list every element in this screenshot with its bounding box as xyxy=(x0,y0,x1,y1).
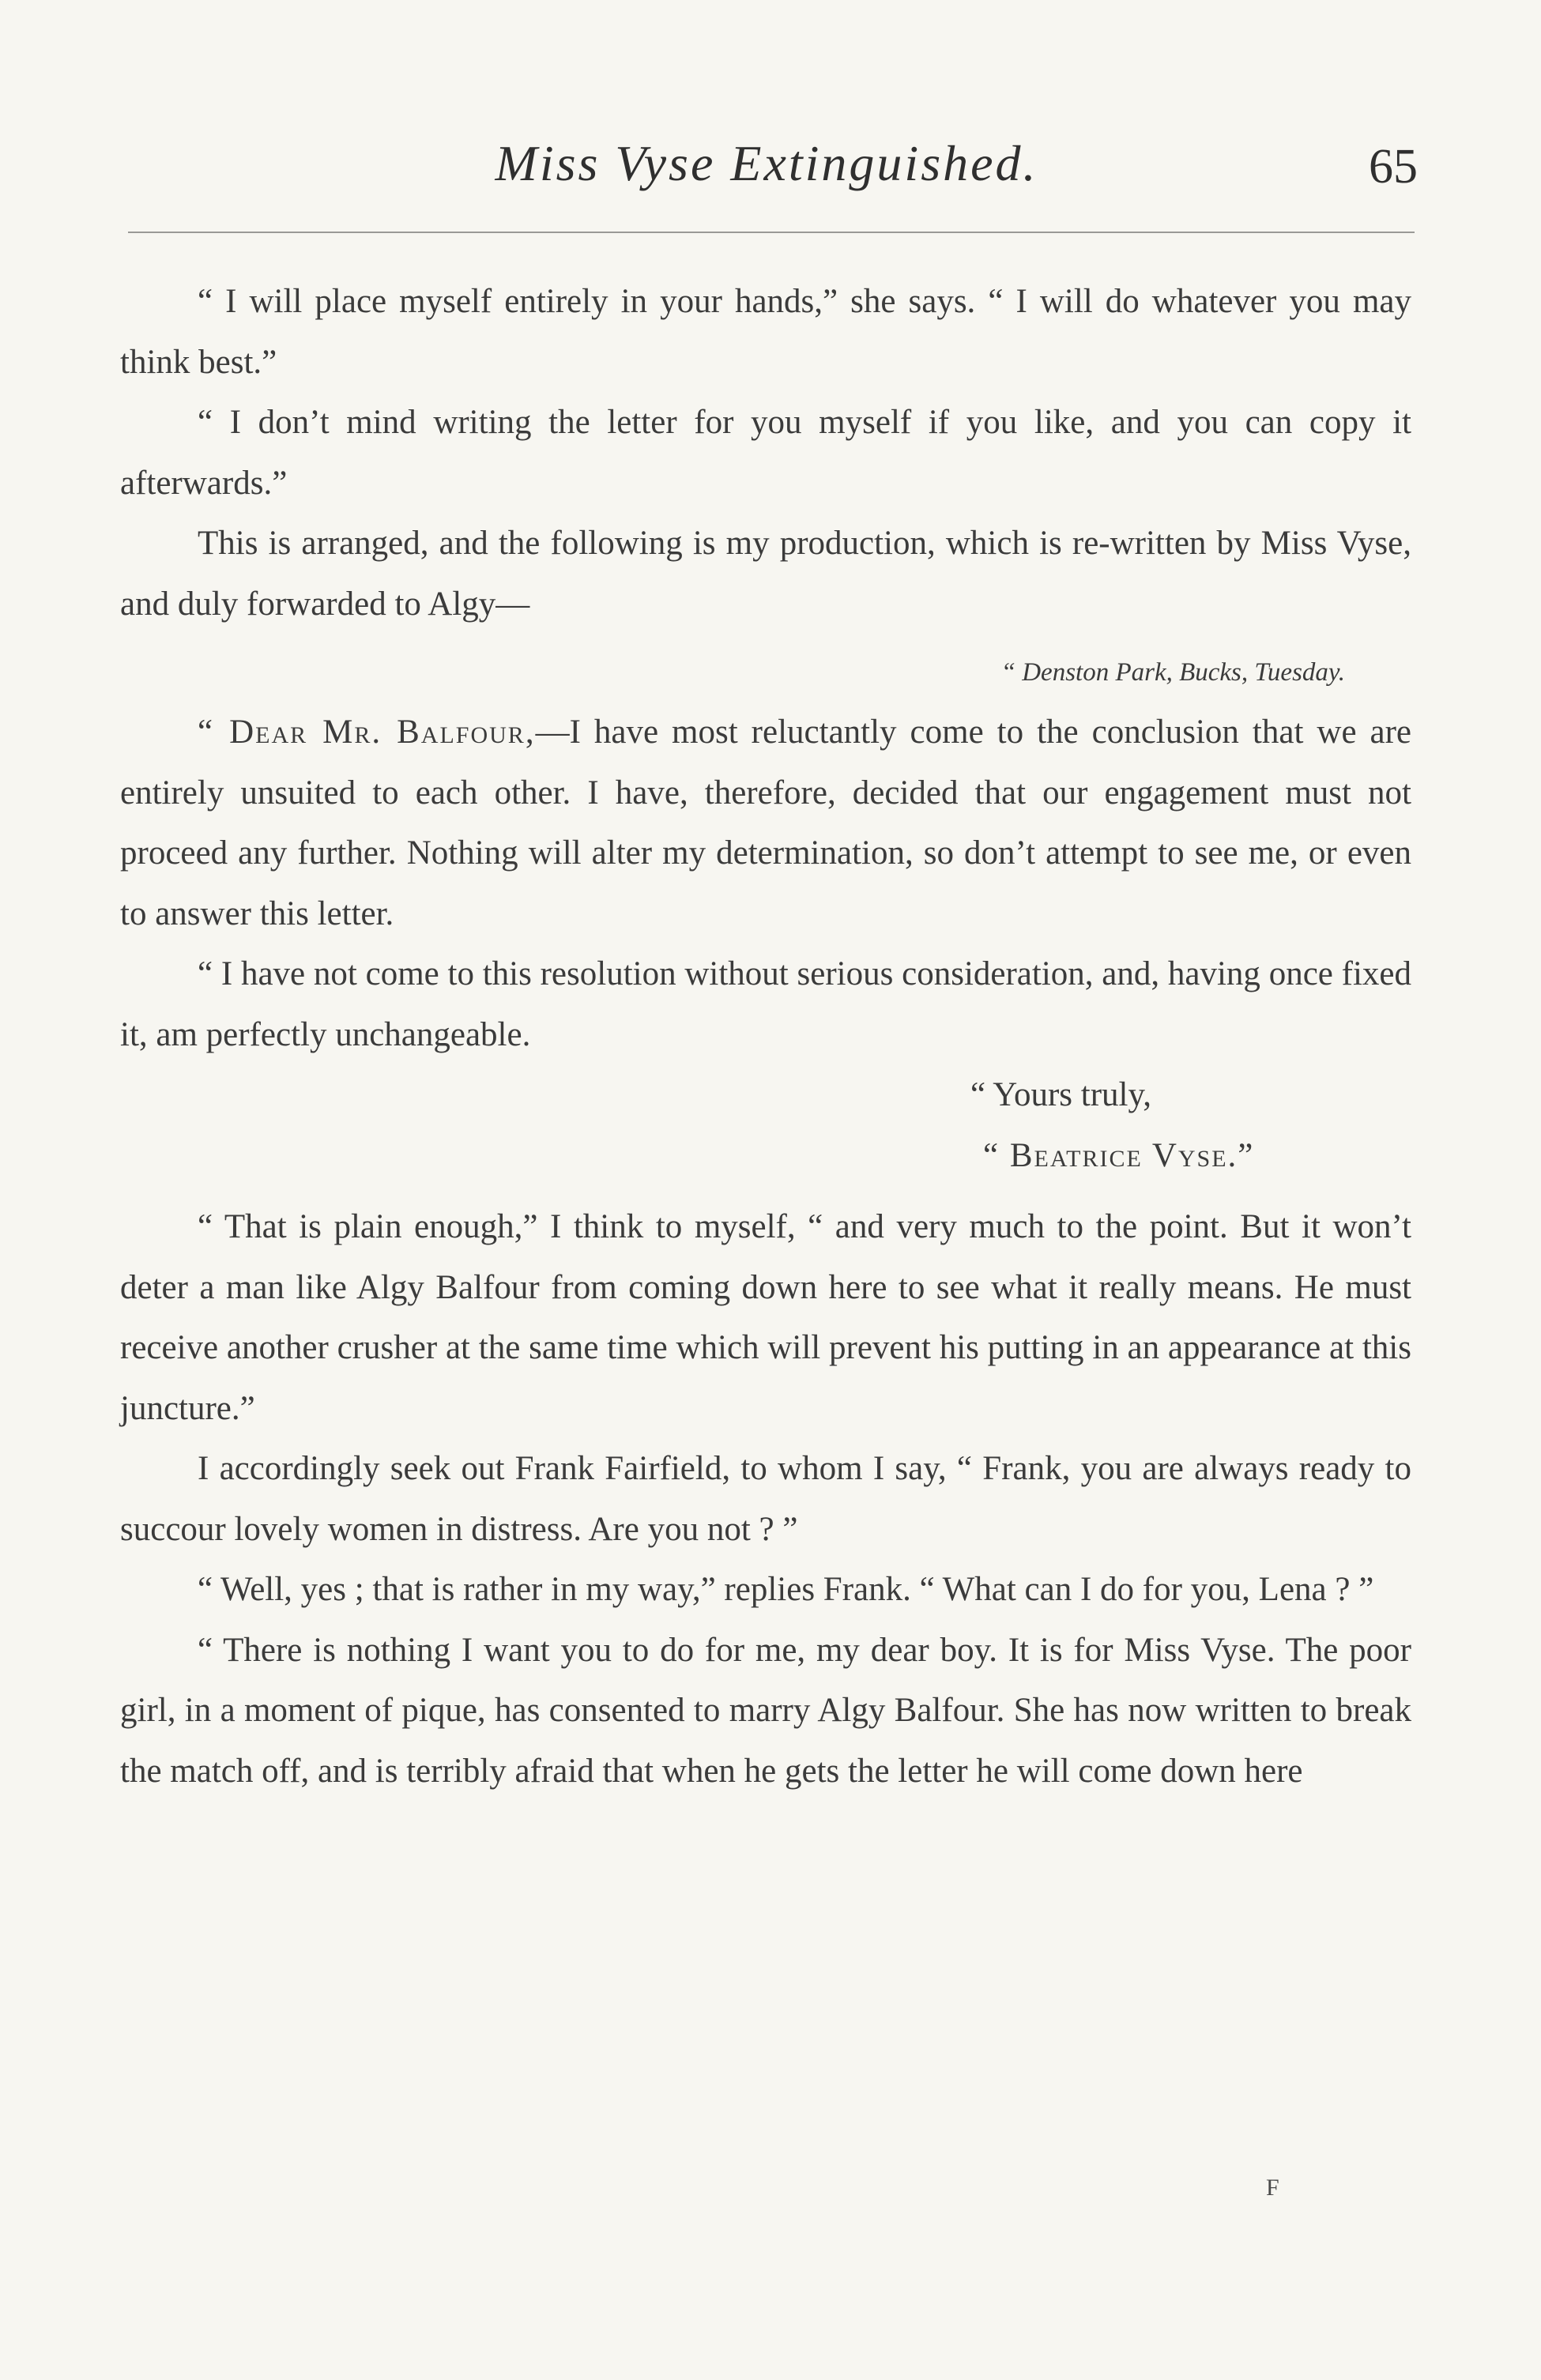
body-text xyxy=(120,272,1411,1802)
letter-paragraph: “ I have not come to this resolution without serious consideration, and, having once fixed it, am perfectly unchangeable. xyxy=(120,955,1411,1053)
paragraph: “ I don’t mind writing the letter for you myself if you like, and you can copy it afterwards.” xyxy=(120,404,1411,502)
paragraph: “ Well, yes ; that is rather in my way,” replies Frank. “ What can I do for you, Lena ? ” xyxy=(198,1571,1374,1608)
paragraph: “ There is nothing I want you to do for me, my dear boy. It is for Miss Vyse. The poor girl, in a moment of pique, has consented to marry Algy Balfour. She has now written to break the match off, and is terribly afraid that when he gets the letter he will come down here xyxy=(120,1631,1411,1790)
letter-salutation: “ Dear Mr. Balfour, xyxy=(198,714,536,751)
page-number: 65 xyxy=(1369,140,1418,194)
letter-dateline: “ Denston Park, Bucks, Tuesday. xyxy=(1000,658,1345,687)
page-header xyxy=(119,134,1418,213)
letter-body: —I have most reluctantly come to the conclusion that we are entirely unsuited to each other. I have, therefore, decided that our engagement must not proceed any further. Nothing will alter my determination, so don’t attempt to see me, or even to answer this letter. xyxy=(120,714,1412,932)
letter-signature: “ Beatrice Vyse.” xyxy=(983,1136,1255,1174)
header-rule xyxy=(128,232,1415,233)
paragraph: “ That is plain enough,” I think to myself, “ and very much to the point. But it won’t deter a man like Algy Balfour from coming down here to see what it really means. He must receive another crusher at the same time which will prevent his putting in an appearance at this juncture.” xyxy=(120,1208,1411,1427)
paragraph: I accordingly seek out Frank Fairfield, to whom I say, “ Frank, you are always ready to succour lovely women in distress. Are you not ? ” xyxy=(120,1450,1411,1548)
letter-closing: “ Yours truly, xyxy=(970,1076,1151,1113)
letter-paragraph xyxy=(120,702,1411,944)
paragraph: “ I will place myself entirely in your hands,” she says. “ I will do whatever you may think best.” xyxy=(120,283,1411,381)
signature-mark: F xyxy=(1266,2175,1279,2201)
running-title: Miss Vyse Extinguished. xyxy=(495,135,1038,191)
paragraph: This is arranged, and the following is my production, which is re-written by Miss Vyse, and duly forwarded to Algy— xyxy=(120,525,1411,623)
